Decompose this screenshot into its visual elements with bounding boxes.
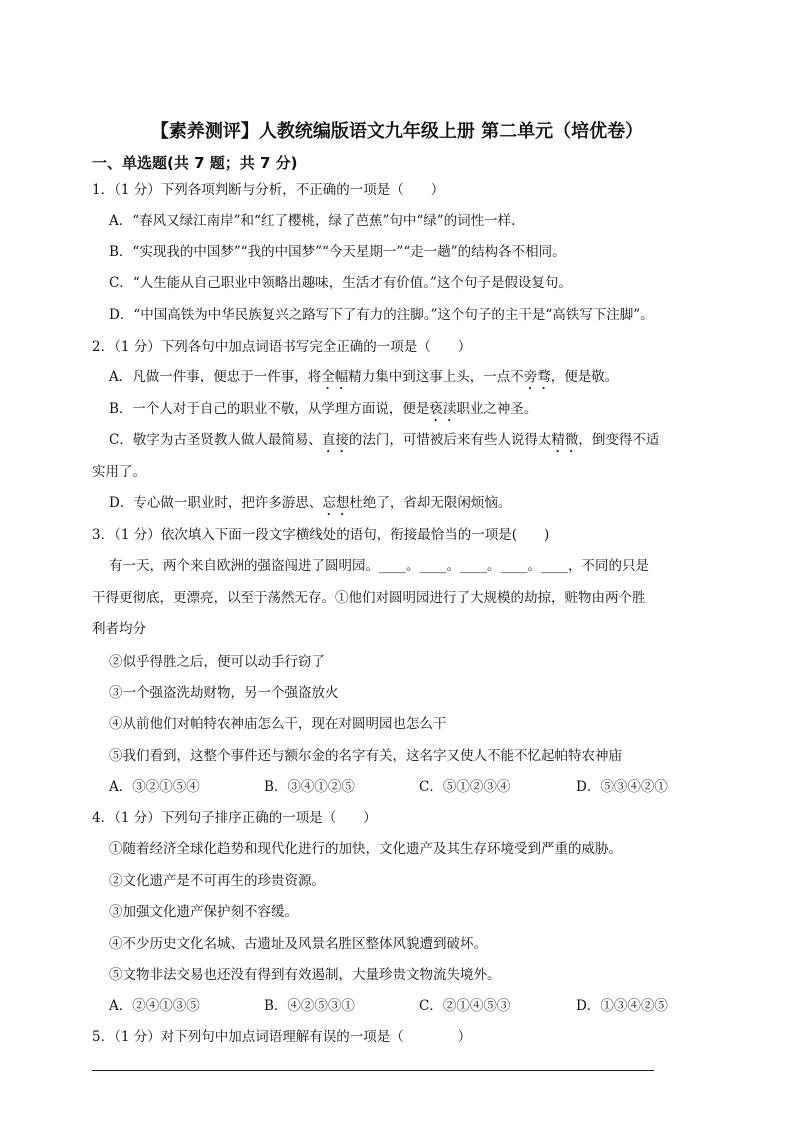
q3-passage-line: 有一天，两个来自欧洲的强盗闯进了圆明园。____。____。____。____。____，不同的只是 — [109, 558, 649, 574]
q1-option-b[interactable]: B．“实现我的中国梦”“我的中国梦”“今天星期一”“走一趟”的结构各不相同。 — [109, 244, 566, 260]
q2-option-b[interactable] — [109, 399, 537, 425]
q2-b-dotted-word: 亵渎 — [429, 401, 457, 417]
document-title: 【素养测评】人教统编版语文九年级上册 第二单元（培优卷） — [150, 121, 644, 142]
q4-sentence-1: ①随着经济全球化趋势和现代化进行的加快，文化遗产及其生存环境受到严重的威胁。 — [109, 841, 622, 857]
q2-a-dotted-word: 旁骛 — [523, 369, 551, 385]
q2-d-dotted-word: 忘想 — [322, 495, 350, 511]
q2-c-dotted-word: 精微 — [551, 432, 579, 448]
q3-option-a[interactable]: A．③②①⑤④ — [109, 779, 200, 795]
q3-stem: 3．（1 分）依次填入下面一段文字横线处的语句，衔接最恰当的一项是( ) — [92, 527, 550, 543]
q4-option-b[interactable]: B．④②⑤③① — [264, 998, 355, 1014]
q2-a-text: ，便是敬。 — [550, 369, 619, 385]
q2-c-text: 的法门，可惜被后来有些人说得太 — [348, 432, 552, 448]
q4-option-c[interactable]: C．②①④⑤③ — [419, 998, 511, 1014]
q1-option-a[interactable]: A．“春风又绿江南岸”和“红了樱桃，绿了芭蕉”句中“绿”的词性一样. — [109, 213, 516, 229]
q3-passage-line: 干得更彻底，更漂亮，以至于荡然无存。①他们对圆明园进行了大规模的劫掠，赃物由两个胜 — [92, 590, 646, 606]
q1-option-c[interactable]: C．“人生能从自己职业中领略出趣味，生活才有价值。”这个句子是假设复句。 — [109, 275, 572, 291]
q5-stem: 5．（1 分）对下列句中加点词语理解有误的一项是（ ） — [92, 1029, 472, 1045]
q4-sentence-4: ④不少历史文化名城、古遗址及风景名胜区整体风貌遭到破坏。 — [109, 936, 487, 952]
q2-c-text: C．敬字为古圣贤教人做人最简易、 — [109, 432, 322, 448]
q4-option-d[interactable]: D．①③④②⑤ — [576, 998, 668, 1014]
q2-c-dotted-word: 直接 — [321, 432, 349, 448]
q2-option-c[interactable] — [109, 430, 659, 456]
section-heading: 一、单选题(共 7 题；共 7 分) — [92, 154, 298, 172]
q2-b-text: B．一个人对于自己的职业不敬，从学理方面说，便是 — [109, 401, 430, 417]
q3-sentence-2: ②似乎得胜之后，便可以动手行窃了 — [109, 654, 325, 670]
q2-b-text: 职业之神圣。 — [456, 401, 538, 417]
q2-a-text: A．凡做一件事，便忠于一件事，将 — [109, 369, 322, 385]
q2-c-text: ，倒变得不适 — [578, 432, 660, 448]
q4-stem: 4．（1 分）下列句子排序正确的一项是（ ） — [92, 810, 377, 826]
q3-option-b[interactable]: B．③④①②⑤ — [264, 779, 355, 795]
q3-sentence-3: ③一个强盗洗劫财物，另一个强盗放火 — [109, 685, 339, 701]
q3-sentence-4: ④从前他们对帕特农神庙怎么干，现在对圆明园也怎么干 — [109, 716, 447, 732]
q2-d-text: 杜绝了，省却无限闲烦恼。 — [349, 495, 512, 511]
q2-d-text: D．专心做一职业时，把许多游思、 — [109, 495, 323, 511]
q3-sentence-5: ⑤我们看到，这整个事件还与额尔金的名字有关，这名字又使人不能不忆起帕特农神庙 — [109, 748, 622, 764]
q2-option-d[interactable] — [109, 493, 511, 519]
q4-sentence-3: ③加强文化遗产保护刻不容缓。 — [109, 904, 298, 920]
q2-a-dotted-word: 全幅 — [321, 369, 349, 385]
q4-sentence-2: ②文化遗产是不可再生的珍贵资源。 — [109, 873, 325, 889]
q3-option-d[interactable]: D．⑤③④②① — [576, 779, 668, 795]
q4-option-a[interactable]: A．②④①③⑤ — [109, 998, 200, 1014]
q2-option-a[interactable] — [109, 367, 618, 393]
footer-divider — [92, 1070, 654, 1071]
q1-option-d[interactable]: D．“中国高铁为中华民族复兴之路写下了有力的注脚。”这个句子的主干是“高铁写下注脚”。 — [109, 307, 654, 323]
q3-passage-line: 利者均分 — [92, 621, 146, 637]
q2-stem: 2．（1 分）下列各句中加点词语书写完全正确的一项是（ ） — [92, 339, 472, 355]
q4-sentence-5: ⑤文物非法交易也还没有得到有效遏制，大量珍贵文物流失境外。 — [109, 967, 501, 983]
q1-stem: 1．（1 分）下列各项判断与分析，不正确的一项是（ ） — [92, 182, 445, 198]
q2-option-c-continuation: 实用了。 — [92, 464, 146, 480]
q3-option-c[interactable]: C．⑤①②③④ — [419, 779, 511, 795]
q2-a-text: 精力集中到这事上头，一点不 — [348, 369, 524, 385]
